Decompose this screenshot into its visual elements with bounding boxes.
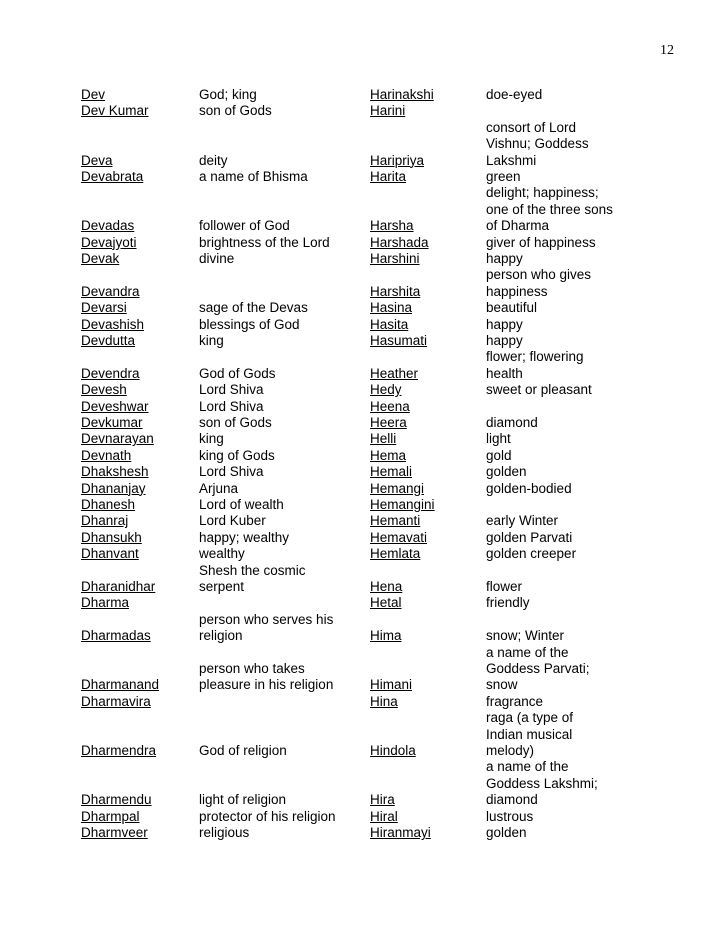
boy-name: Devak — [81, 251, 120, 266]
list-row — [0, 251, 728, 267]
page-number: 12 — [660, 43, 674, 58]
girl-meaning: happy — [486, 316, 523, 332]
boy-name: Dharmveer — [81, 825, 148, 840]
girl-name: Hemavati — [370, 529, 428, 545]
boy-name: Devendra — [81, 365, 140, 381]
list-row — [0, 497, 728, 513]
boy-name: Dev — [81, 87, 106, 102]
girl-meaning: happy — [486, 333, 523, 348]
boy-name: Dharmadas — [81, 628, 151, 644]
girl-name: Heera — [370, 415, 407, 430]
girl-name: Hina — [370, 693, 398, 709]
girl-name: Hira — [370, 792, 395, 808]
boy-meaning: sage of the Devas — [199, 300, 308, 316]
list-row — [0, 710, 728, 726]
list-row — [0, 235, 728, 251]
list-row — [0, 431, 728, 447]
girl-meaning: Indian musical — [486, 726, 573, 742]
list-row — [0, 202, 728, 218]
list-row — [0, 382, 728, 398]
list-row — [0, 579, 728, 595]
list-row — [0, 612, 728, 628]
girl-name: Hiranmayi — [370, 825, 431, 840]
boy-name: Devarsi — [81, 300, 127, 316]
list-row — [0, 185, 728, 201]
boy-meaning: happy; wealthy — [199, 529, 290, 545]
boy-meaning: person who serves his — [199, 611, 334, 627]
girl-meaning: snow — [486, 677, 518, 693]
girl-name: Heather — [370, 365, 419, 381]
girl-name: Hemlata — [370, 546, 421, 562]
girl-meaning: gold — [486, 447, 512, 463]
girl-meaning: beautiful — [486, 300, 538, 316]
boy-name: Dhanraj — [81, 513, 129, 529]
boy-meaning: brightness of the Lord — [199, 234, 330, 250]
list-row — [0, 349, 728, 365]
girl-meaning: friendly — [486, 595, 530, 611]
girl-meaning: Vishnu; Goddess — [486, 136, 589, 152]
list-row — [0, 284, 728, 300]
boy-name: Dev Kumar — [81, 103, 149, 119]
boy-name: Dhananjay — [81, 480, 146, 496]
boy-meaning: blessings of God — [199, 316, 300, 332]
boy-name: Devnath — [81, 447, 132, 463]
boy-meaning: Lord Shiva — [199, 464, 264, 480]
list-row — [0, 448, 728, 464]
boy-name: Devadas — [81, 218, 135, 234]
boy-meaning: God of religion — [199, 743, 287, 758]
boy-meaning: religion — [199, 628, 243, 644]
girl-meaning: delight; happiness; — [486, 185, 599, 201]
girl-meaning: snow; Winter — [486, 628, 565, 644]
list-row — [0, 595, 728, 611]
list-row — [0, 759, 728, 775]
girl-name: Harshita — [370, 283, 421, 299]
girl-meaning: Goddess Lakshmi; — [486, 775, 598, 791]
boy-name: Dharmpal — [81, 808, 140, 824]
girl-name: Himani — [370, 677, 413, 693]
boy-name: Dharmendra — [81, 743, 157, 758]
list-row — [0, 300, 728, 316]
girl-name: Hemanti — [370, 513, 421, 529]
list-row — [0, 792, 728, 808]
girl-name: Hetal — [370, 595, 402, 611]
boy-meaning: God of Gods — [199, 365, 276, 381]
boy-name: Dharmendu — [81, 792, 152, 808]
boy-meaning: Lord Shiva — [199, 382, 264, 398]
list-row — [0, 530, 728, 546]
list-row — [0, 120, 728, 136]
girl-meaning: diamond — [486, 415, 538, 430]
boy-name: Dhanvant — [81, 546, 139, 562]
boy-name: Devkumar — [81, 415, 143, 430]
boy-name: Devandra — [81, 283, 140, 299]
boy-name: Devdutta — [81, 333, 136, 348]
list-row — [0, 218, 728, 234]
boy-meaning: Lord of wealth — [199, 497, 284, 512]
boy-meaning: pleasure in his religion — [199, 677, 334, 693]
girl-meaning: giver of happiness — [486, 234, 596, 250]
list-row — [0, 399, 728, 415]
boy-name: Devashish — [81, 316, 145, 332]
girl-meaning: sweet or pleasant — [486, 382, 592, 398]
list-row — [0, 333, 728, 349]
girl-meaning: Goddess Parvati; — [486, 661, 590, 676]
girl-name: Harshini — [370, 251, 420, 266]
girl-meaning: flower — [486, 579, 523, 594]
list-row — [0, 809, 728, 825]
boy-name: Dharmavira — [81, 693, 151, 709]
girl-meaning: melody) — [486, 743, 535, 758]
list-row — [0, 563, 728, 579]
girl-meaning: golden-bodied — [486, 480, 572, 496]
girl-name: Hindola — [370, 743, 416, 758]
girl-meaning: lustrous — [486, 808, 534, 824]
list-row — [0, 645, 728, 661]
list-row — [0, 661, 728, 677]
list-row — [0, 694, 728, 710]
boy-meaning: follower of God — [199, 218, 290, 234]
girl-meaning: a name of the — [486, 759, 569, 775]
boy-meaning: God; king — [199, 87, 257, 102]
boy-meaning: wealthy — [199, 546, 245, 562]
girl-meaning: raga (a type of — [486, 710, 574, 726]
girl-name: Harini — [370, 103, 406, 119]
list-row — [0, 727, 728, 743]
girl-name: Hiral — [370, 808, 398, 824]
boy-name: Dharanidhar — [81, 579, 156, 594]
girl-meaning: golden — [486, 825, 527, 840]
girl-name: Harita — [370, 169, 407, 184]
girl-meaning: happiness — [486, 283, 548, 299]
girl-meaning: consort of Lord — [486, 119, 577, 135]
boy-meaning: deity — [199, 152, 228, 168]
girl-name: Hemangini — [370, 497, 435, 512]
boy-meaning: king — [199, 333, 224, 348]
girl-name: Haripriya — [370, 152, 425, 168]
boy-name: Dharmanand — [81, 677, 160, 693]
list-row — [0, 464, 728, 480]
girl-meaning: health — [486, 365, 523, 381]
girl-meaning: happy — [486, 251, 523, 266]
list-row — [0, 103, 728, 119]
boy-meaning: king — [199, 431, 224, 447]
girl-name: Hima — [370, 628, 402, 644]
list-row — [0, 267, 728, 283]
girl-name: Hena — [370, 579, 403, 594]
list-row — [0, 546, 728, 562]
boy-meaning: religious — [199, 825, 250, 840]
list-row — [0, 628, 728, 644]
girl-meaning: golden — [486, 464, 527, 480]
boy-name: Dhansukh — [81, 529, 142, 545]
list-row — [0, 776, 728, 792]
girl-name: Hemangi — [370, 480, 425, 496]
girl-meaning: fragrance — [486, 693, 544, 709]
boy-meaning: king of Gods — [199, 447, 275, 463]
boy-meaning: son of Gods — [199, 415, 272, 430]
boy-meaning: serpent — [199, 579, 245, 594]
girl-meaning: Lakshmi — [486, 152, 537, 168]
list-row — [0, 153, 728, 169]
boy-meaning: Lord Shiva — [199, 398, 264, 414]
boy-name: Devnarayan — [81, 431, 154, 447]
boy-meaning: light of religion — [199, 792, 287, 808]
girl-meaning: light — [486, 431, 511, 447]
boy-name: Dhakshesh — [81, 464, 149, 480]
list-row — [0, 169, 728, 185]
girl-name: Hedy — [370, 382, 402, 398]
boy-meaning: a name of Bhisma — [199, 169, 308, 184]
girl-name: Harshada — [370, 234, 429, 250]
girl-name: Hasumati — [370, 333, 428, 348]
girl-meaning: golden Parvati — [486, 529, 573, 545]
list-row — [0, 366, 728, 382]
list-row — [0, 415, 728, 431]
list-row — [0, 136, 728, 152]
boy-name: Dharma — [81, 595, 130, 611]
boy-meaning: divine — [199, 251, 235, 266]
list-row — [0, 677, 728, 693]
boy-name: Devajyoti — [81, 234, 137, 250]
boy-name: Deva — [81, 152, 113, 168]
boy-name: Deveshwar — [81, 398, 149, 414]
boy-meaning: son of Gods — [199, 103, 272, 119]
list-row — [0, 513, 728, 529]
girl-meaning: early Winter — [486, 513, 559, 529]
girl-meaning: doe-eyed — [486, 87, 543, 102]
girl-name: Harsha — [370, 218, 414, 234]
girl-name: Heena — [370, 398, 410, 414]
girl-meaning: green — [486, 169, 521, 184]
girl-meaning: flower; flowering — [486, 349, 584, 365]
boy-meaning: person who takes — [199, 661, 305, 676]
boy-name: Dhanesh — [81, 497, 136, 512]
girl-name: Hasina — [370, 300, 413, 316]
girl-meaning: diamond — [486, 792, 538, 808]
boy-meaning: Lord Kuber — [199, 513, 266, 529]
list-row — [0, 743, 728, 759]
girl-name: Helli — [370, 431, 397, 447]
boy-meaning: Shesh the cosmic — [199, 562, 306, 578]
boy-meaning: protector of his religion — [199, 808, 336, 824]
list-row — [0, 481, 728, 497]
girl-name: Hasita — [370, 316, 409, 332]
girl-meaning: a name of the — [486, 644, 569, 660]
list-row — [0, 317, 728, 333]
girl-meaning: one of the three sons — [486, 201, 613, 217]
boy-name: Devesh — [81, 382, 127, 398]
girl-name: Harinakshi — [370, 87, 434, 102]
girl-name: Hema — [370, 447, 407, 463]
girl-meaning: of Dharma — [486, 218, 550, 234]
boy-name: Devabrata — [81, 169, 144, 184]
list-row — [0, 825, 728, 841]
girl-meaning: person who gives — [486, 267, 592, 283]
boy-meaning: Arjuna — [199, 480, 239, 496]
girl-name: Hemali — [370, 464, 413, 480]
girl-meaning: golden creeper — [486, 546, 577, 562]
list-row — [0, 87, 728, 103]
